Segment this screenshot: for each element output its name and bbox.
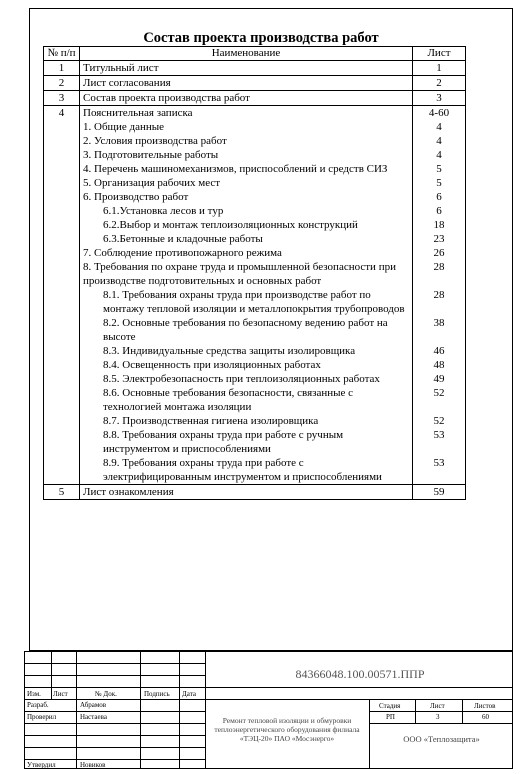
row-page: 5 bbox=[413, 176, 466, 190]
row-name-text: 8.1. Требования охраны труда при производстве работ по монтажу тепловой изоляции и металлопокрытия трубопроводов bbox=[103, 289, 405, 315]
row-number: 5 bbox=[44, 485, 80, 500]
row-name bbox=[80, 176, 413, 190]
row-number: 2 bbox=[44, 76, 80, 91]
row-name-text: 8. Требования по охране труда и промышленной безопасности при производстве подготовительных и основных работ bbox=[83, 261, 396, 287]
row-name bbox=[80, 344, 413, 358]
row-name bbox=[80, 232, 413, 246]
table-row bbox=[44, 232, 466, 246]
table-row bbox=[44, 428, 466, 456]
row-number bbox=[44, 218, 80, 232]
row-name bbox=[80, 414, 413, 428]
row-name bbox=[80, 162, 413, 176]
table-row bbox=[44, 386, 466, 414]
row-name bbox=[80, 358, 413, 372]
row-name bbox=[80, 134, 413, 148]
table-row bbox=[44, 288, 466, 316]
row-number bbox=[44, 246, 80, 260]
row-page: 4 bbox=[413, 134, 466, 148]
row-page: 53 bbox=[413, 428, 466, 456]
row-page: 52 bbox=[413, 414, 466, 428]
sheets-value: 60 bbox=[482, 713, 489, 721]
row-page: 53 bbox=[413, 456, 466, 485]
table-row bbox=[44, 91, 466, 106]
row-name bbox=[80, 428, 413, 456]
organization-name: ООО «Теплозащита» bbox=[403, 734, 480, 744]
table-row bbox=[44, 316, 466, 344]
row-number bbox=[44, 386, 80, 414]
row-number bbox=[44, 148, 80, 162]
row-name bbox=[80, 260, 413, 288]
row-name bbox=[80, 386, 413, 414]
row-page: 49 bbox=[413, 372, 466, 386]
table-row bbox=[44, 76, 466, 91]
row-name-text: 8.8. Требования охраны труда при работе с ручным инструментом и приспособлениями bbox=[103, 429, 344, 455]
row-name-text: 6.2.Выбор и монтаж теплоизоляционных конструкций bbox=[103, 219, 358, 231]
row-name bbox=[80, 288, 413, 316]
header-number: № п/п bbox=[44, 47, 80, 61]
stage-label: Стадия bbox=[379, 702, 401, 710]
row-number: 4 bbox=[44, 106, 80, 121]
row-number bbox=[44, 176, 80, 190]
row-number bbox=[44, 456, 80, 485]
row-number bbox=[44, 120, 80, 134]
table-row bbox=[44, 456, 466, 485]
row-name-text: 8.9. Требования охраны труда при работе с электрифицированным инструментом и приспособлениями bbox=[103, 457, 382, 483]
document-code: 84366048.100.00571.ППР bbox=[295, 667, 425, 681]
row-number bbox=[44, 344, 80, 358]
row-name-text: 3. Подготовительные работы bbox=[83, 149, 219, 161]
row-name bbox=[80, 61, 413, 76]
header-sheet: Лист bbox=[413, 47, 466, 61]
row-name bbox=[80, 76, 413, 91]
table-row bbox=[44, 204, 466, 218]
row-name-text: 6.1.Установка лесов и тур bbox=[103, 205, 224, 217]
row-name-text: 8.3. Индивидуальные средства защиты изолировщика bbox=[103, 345, 356, 357]
project-description: Ремонт тепловой изоляции и обмуровки теплоэнергетического оборудования филиала «ТЭЦ-20» ПАО «Мосэнерго» bbox=[214, 716, 360, 743]
row-name bbox=[80, 218, 413, 232]
row-number bbox=[44, 162, 80, 176]
row-name bbox=[80, 91, 413, 106]
row-page: 38 bbox=[413, 316, 466, 344]
table-row bbox=[44, 162, 466, 176]
row-page: 1 bbox=[413, 61, 466, 76]
row-number bbox=[44, 372, 80, 386]
row-page: 2 bbox=[413, 76, 466, 91]
row-page: 48 bbox=[413, 358, 466, 372]
row-name-text: 5. Организация рабочих мест bbox=[83, 177, 221, 189]
table-row bbox=[44, 218, 466, 232]
table-row bbox=[44, 106, 466, 121]
col-izm: Изм. bbox=[27, 690, 41, 698]
row-page: 59 bbox=[413, 485, 466, 500]
row-page: 6 bbox=[413, 190, 466, 204]
row-name-text: Пояснительная записка bbox=[83, 107, 193, 119]
row-name-text: 1. Общие данные bbox=[83, 121, 165, 133]
row-number bbox=[44, 232, 80, 246]
col-list: Лист bbox=[53, 690, 68, 698]
row-number bbox=[44, 204, 80, 218]
table-row bbox=[44, 190, 466, 204]
header-name: Наименование bbox=[80, 47, 413, 61]
row-page: 23 bbox=[413, 232, 466, 246]
row-page: 46 bbox=[413, 344, 466, 358]
row-name bbox=[80, 204, 413, 218]
proveril-label: Проверил bbox=[27, 713, 57, 721]
row-name-text: Титульный лист bbox=[83, 62, 159, 74]
stage-value: РП bbox=[386, 713, 395, 721]
table-row bbox=[44, 148, 466, 162]
row-name bbox=[80, 372, 413, 386]
row-name-text: 7. Соблюдение противопожарного режима bbox=[83, 247, 282, 259]
row-number bbox=[44, 316, 80, 344]
row-name bbox=[80, 148, 413, 162]
row-name bbox=[80, 456, 413, 485]
col-date: Дата bbox=[182, 690, 196, 698]
row-number bbox=[44, 414, 80, 428]
table-row bbox=[44, 246, 466, 260]
row-number bbox=[44, 260, 80, 288]
table-row bbox=[44, 61, 466, 76]
sheet-value: 3 bbox=[436, 713, 440, 721]
row-number bbox=[44, 358, 80, 372]
row-name-text: 2. Условия производства работ bbox=[83, 135, 227, 147]
row-page: 28 bbox=[413, 288, 466, 316]
row-name-text: 8.7. Производственная гигиена изолировщика bbox=[103, 415, 319, 427]
row-name bbox=[80, 190, 413, 204]
row-name-text: Лист согласования bbox=[83, 77, 171, 89]
table-row bbox=[44, 260, 466, 288]
row-number: 1 bbox=[44, 61, 80, 76]
row-name bbox=[80, 485, 413, 500]
row-page: 6 bbox=[413, 204, 466, 218]
contents-table bbox=[43, 46, 466, 500]
table-header bbox=[44, 47, 466, 61]
row-name-text: 8.2. Основные требования по безопасному ведению работ на высоте bbox=[103, 317, 388, 343]
utverd-label: Утвердил bbox=[27, 761, 56, 769]
row-name-text: Состав проекта производства работ bbox=[83, 92, 250, 104]
row-page: 3 bbox=[413, 91, 466, 106]
row-name-text: 6.3.Бетонные и кладочные работы bbox=[103, 233, 263, 245]
row-name-text: 6. Производство работ bbox=[83, 191, 189, 203]
row-page: 5 bbox=[413, 162, 466, 176]
row-page: 28 bbox=[413, 260, 466, 288]
row-page: 4-60 bbox=[413, 106, 466, 121]
col-sign: Подпись bbox=[144, 690, 170, 698]
row-name-text: 8.5. Электробезопасность при теплоизоляционных работах bbox=[103, 373, 380, 385]
row-number: 3 bbox=[44, 91, 80, 106]
row-name bbox=[80, 316, 413, 344]
table-row bbox=[44, 344, 466, 358]
table-row bbox=[44, 414, 466, 428]
proveril-name: Настаева bbox=[80, 713, 107, 721]
row-page: 4 bbox=[413, 120, 466, 134]
row-page: 52 bbox=[413, 386, 466, 414]
row-page: 4 bbox=[413, 148, 466, 162]
table-row bbox=[44, 358, 466, 372]
title-block bbox=[24, 651, 513, 769]
table-row bbox=[44, 134, 466, 148]
row-name-text: 4. Перечень машиномеханизмов, приспособлений и средств СИЗ bbox=[83, 163, 388, 175]
sheet-label: Лист bbox=[430, 702, 445, 710]
table-row bbox=[44, 120, 466, 134]
row-number bbox=[44, 288, 80, 316]
row-name bbox=[80, 120, 413, 134]
utverd-name: Новиков bbox=[80, 761, 106, 769]
table-row bbox=[44, 372, 466, 386]
row-name-text: 8.6. Основные требования безопасности, связанные с технологией монтажа изоляции bbox=[103, 387, 354, 413]
row-name bbox=[80, 246, 413, 260]
page-title: Состав проекта производства работ bbox=[143, 30, 379, 46]
sheets-label: Листов bbox=[474, 702, 496, 710]
table-row bbox=[44, 485, 466, 500]
table-row bbox=[44, 176, 466, 190]
row-page: 26 bbox=[413, 246, 466, 260]
col-doc: № Док. bbox=[95, 690, 117, 698]
row-number bbox=[44, 134, 80, 148]
row-name-text: Лист ознакомления bbox=[83, 486, 174, 498]
row-name-text: 8.4. Освещенность при изоляционных работах bbox=[103, 359, 321, 371]
row-number bbox=[44, 428, 80, 456]
row-page: 18 bbox=[413, 218, 466, 232]
razrab-label: Разраб. bbox=[27, 701, 49, 709]
razrab-name: Абрамов bbox=[80, 701, 107, 709]
row-number bbox=[44, 190, 80, 204]
row-name bbox=[80, 106, 413, 121]
